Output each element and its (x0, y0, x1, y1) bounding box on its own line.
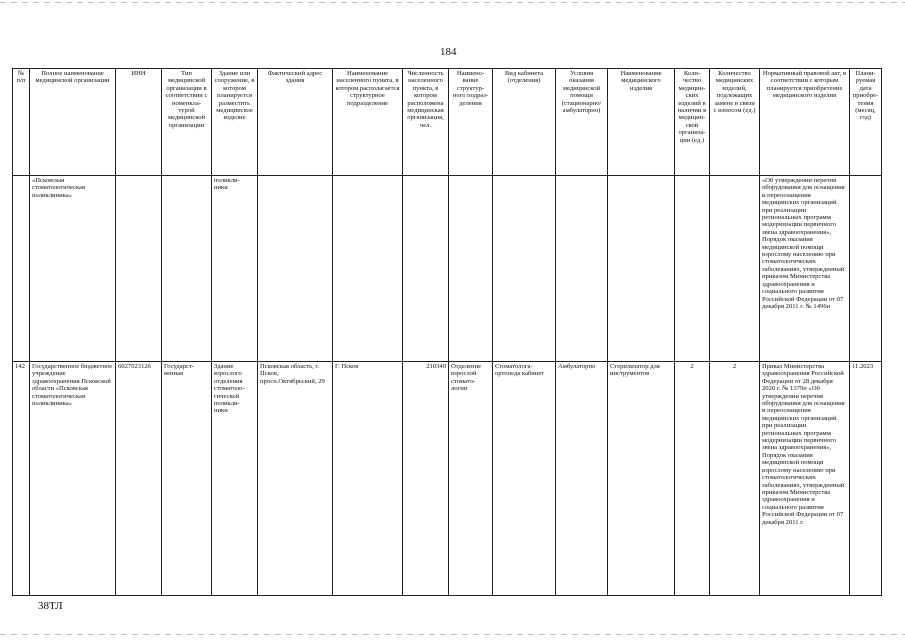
cell-qty-replace (710, 176, 760, 362)
cell-inn: 6027023126 (116, 362, 162, 596)
scan-edge-bottom (0, 634, 905, 635)
cell-settlement: Г. Псков (333, 362, 403, 596)
col-header-conditions: Условия оказания медицинской помощи (стационарно/ амбулаторно) (556, 69, 608, 176)
col-header-cabinet: Вид кабинета (отделения) (493, 69, 556, 176)
cell-address: Псковская область, г. Псков, просп.Октябрьский, 29 (258, 362, 333, 596)
cell-building: поликли- ники (212, 176, 258, 362)
col-header-population: Численность населенного пункта, в котором расположена медицинская организация, чел. (403, 69, 449, 176)
cell-population (403, 176, 449, 362)
col-header-device: Наименование медицинского изделия (608, 69, 675, 176)
col-header-org-type: Тип медицинской организации в соответствии с номенкла- турой медицинской организации (162, 69, 212, 176)
cell-org-name: «Псковская стоматологическая поликлиника» (30, 176, 116, 362)
equipment-table (12, 68, 882, 596)
cell-subdivision: Отделение взрослой стомато- логии (449, 362, 493, 596)
cell-inn (116, 176, 162, 362)
cell-cabinet (493, 176, 556, 362)
col-header-subdivision: Наимено- вание структур- ного подраз- деления (449, 69, 493, 176)
cell-num (13, 176, 30, 362)
table-row (13, 362, 882, 596)
cell-conditions: Амбулаторно (556, 362, 608, 596)
cell-building: Здание взрослого отделения стоматоло- гической поликли- ники (212, 362, 258, 596)
cell-settlement (333, 176, 403, 362)
col-header-settlement: Наименование населенного пункта, в котором располагается структурное подразделение (333, 69, 403, 176)
table-header-row (13, 69, 882, 176)
col-header-building: Здание или сооружение, в котором планируется разместить медицинское изделие (212, 69, 258, 176)
cell-subdivision (449, 176, 493, 362)
cell-qty-replace: 2 (710, 362, 760, 596)
cell-conditions (556, 176, 608, 362)
col-header-date: Плани- руемая дата приобре- тения (месяц, год) (850, 69, 882, 176)
cell-org-type (162, 176, 212, 362)
col-header-qty-replace: Количество медицинских изделий, подлежащих замене в связи с износом (ед.) (710, 69, 760, 176)
cell-cabinet: Стоматолога- ортопеда кабинет (493, 362, 556, 596)
cell-org-type: Государст- венная (162, 362, 212, 596)
col-header-inn: ИНН (116, 69, 162, 176)
scan-edge-top (0, 2, 905, 3)
cell-date (850, 176, 882, 362)
cell-num: 142 (13, 362, 30, 596)
col-header-org-name: Полное наименование медицинской организации (30, 69, 116, 176)
cell-device (608, 176, 675, 362)
cell-legal-act: «Об утверждении перечня оборудования для оснащения и переоснащения медицинских организаций при реализации региональных программ модернизации первичного звена здравоохранения», Порядок оказания медицинской помощи взрослому населению при стоматологических заболеваниях, утвержденный приказом Министерства здравоохранения и социального развития Российской Федерации от 07 декабря 2011 г. № 1496н (760, 176, 850, 362)
col-header-qty-available: Коли- чество медицин- ских изделий в наличии в медицин- ской организа- ции (ед.) (675, 69, 710, 176)
page-number: 184 (440, 46, 457, 58)
table-row (13, 176, 882, 362)
cell-org-name: Государственное бюджетное учреждение здравоохранения Псковской области «Псковская стоматологическая поликлиника» (30, 362, 116, 596)
cell-device: Стерилизатор для инструментов (608, 362, 675, 596)
footer-code: 38ТЛ (38, 600, 63, 612)
col-header-address: Фактический адрес здания (258, 69, 333, 176)
cell-legal-act: Приказ Министерства здравоохранения Российской Федерации от 28 декабря 2020 г. № 1379н «Об утверждении перечня оборудования для оснащения и переоснащения медицинских организаций при реализации региональных программ модернизации первичного звена здравоохранения», Порядок оказания медицинской помощи взрослому населению при стоматологических заболеваниях, утвержденный приказом Министерства здравоохранения и социального развития Российской Федерации от 07 декабря 2011 г. (760, 362, 850, 596)
col-header-num: № п/п (13, 69, 30, 176)
cell-address (258, 176, 333, 362)
cell-qty-available: 2 (675, 362, 710, 596)
col-header-legal-act: Нормативный правовой акт, в соответствии с которым планируется приобретение медицинского изделия (760, 69, 850, 176)
cell-qty-available (675, 176, 710, 362)
cell-population: 210340 (403, 362, 449, 596)
cell-date: 11.2023 (850, 362, 882, 596)
